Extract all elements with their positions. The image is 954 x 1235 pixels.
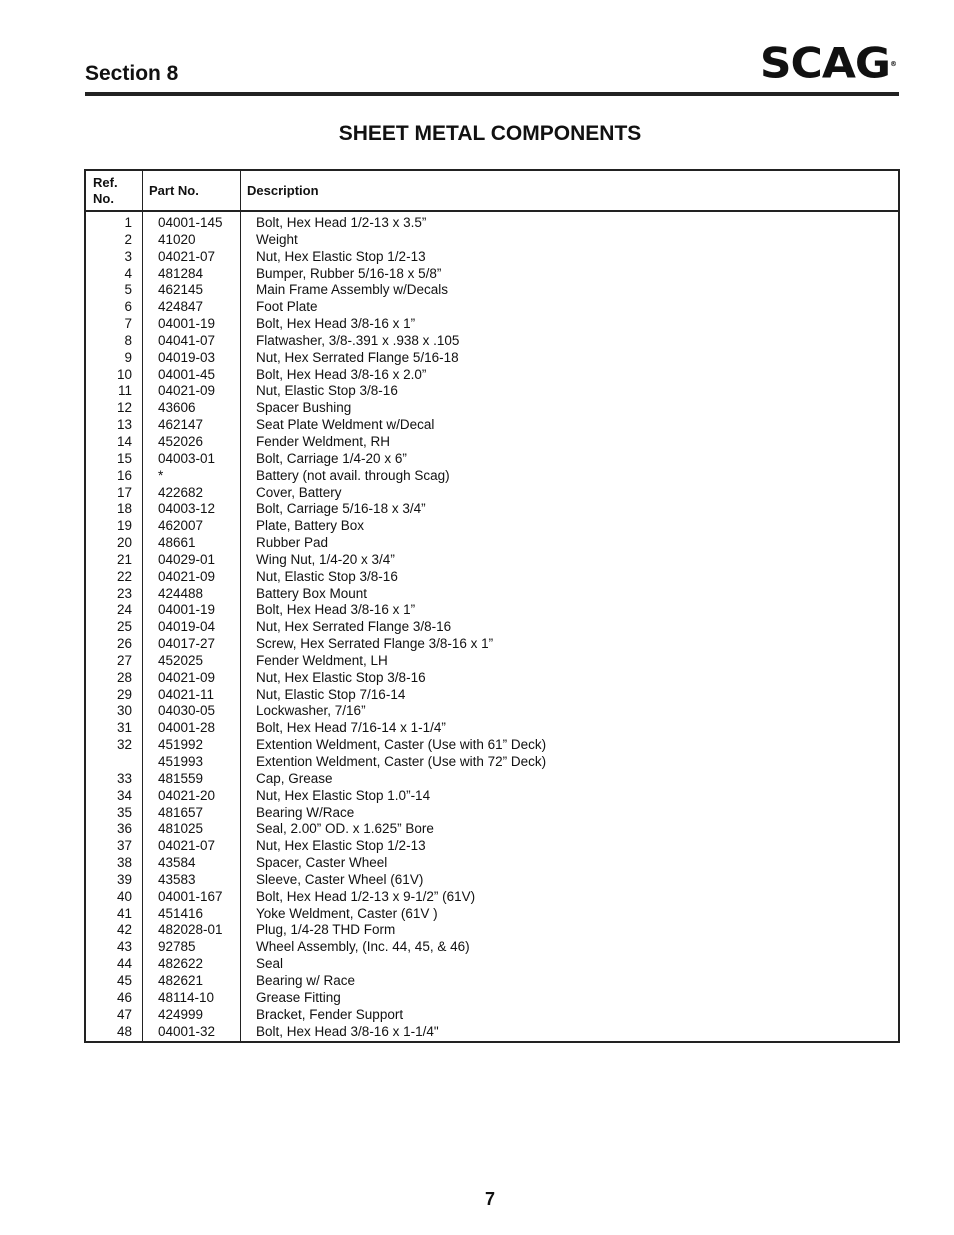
- part-number-cell: 482028-01: [158, 922, 223, 938]
- part-number-cell: 04021-09: [158, 568, 216, 584]
- part-number-cell: 04041-07: [158, 332, 216, 348]
- table-row: [86, 485, 898, 502]
- table-row: [86, 670, 898, 687]
- table-row: [86, 939, 898, 956]
- part-number-cell: 04019-04: [158, 619, 216, 635]
- description-cell: Nut, Elastic Stop 7/16-14: [256, 686, 406, 702]
- ref-cell: 34: [116, 787, 132, 803]
- page-number: 7: [484, 1189, 495, 1209]
- description-cell: Grease Fitting: [256, 989, 341, 1005]
- part-number-cell: 04021-07: [158, 838, 216, 854]
- description-cell: Foot Plate: [256, 299, 318, 315]
- ref-cell: 22: [116, 568, 132, 584]
- header-rule: [85, 92, 899, 96]
- description-cell: Bolt, Carriage 1/4-20 x 6”: [256, 450, 407, 466]
- table-row: [86, 249, 898, 266]
- ref-cell: 7: [124, 316, 132, 332]
- description-cell: Bolt, Hex Head 3/8-16 x 2.0”: [256, 366, 427, 382]
- table-row: [86, 872, 898, 889]
- part-number-cell: 424847: [158, 299, 204, 315]
- table-row: [86, 720, 898, 737]
- description-cell: Bolt, Hex Head 3/8-16 x 1”: [256, 316, 416, 332]
- ref-cell: 18: [116, 501, 132, 517]
- ref-cell: 35: [116, 804, 132, 820]
- ref-cell: 46: [116, 989, 132, 1005]
- description-cell: Extention Weldment, Caster (Use with 61” Deck): [256, 737, 547, 753]
- description-cell: Bolt, Hex Head 3/8-16 x 1”: [256, 602, 416, 618]
- description-cell: Wing Nut, 1/4-20 x 3/4”: [256, 551, 395, 567]
- part-number-cell: 482621: [158, 972, 204, 988]
- table-row: [86, 906, 898, 923]
- part-number-cell: 48114-10: [158, 989, 215, 1005]
- part-number-cell: 04001-28: [158, 720, 216, 736]
- description-cell: Rubber Pad: [256, 535, 329, 551]
- ref-cell: 25: [116, 619, 132, 635]
- part-number-cell: 462007: [158, 518, 204, 534]
- ref-cell: 29: [116, 686, 132, 702]
- part-number-cell: 481284: [158, 265, 204, 281]
- ref-cell: 42: [116, 922, 132, 938]
- part-number-cell: *: [158, 467, 164, 483]
- part-number-cell: 452026: [158, 433, 204, 449]
- description-cell: Nut, Hex Elastic Stop 1/2-13: [256, 248, 426, 264]
- description-cell: Spacer Bushing: [256, 400, 352, 416]
- header-description: Description: [247, 183, 319, 198]
- table-row: [86, 552, 898, 569]
- part-number-cell: 04017-27: [158, 636, 216, 652]
- part-number-cell: 04021-09: [158, 383, 216, 399]
- description-cell: Nut, Hex Elastic Stop 1/2-13: [256, 838, 426, 854]
- description-cell: Bolt, Hex Head 3/8-16 x 1-1/4": [256, 1023, 439, 1039]
- ref-cell: 31: [116, 720, 132, 736]
- description-cell: Screw, Hex Serrated Flange 3/8-16 x 1”: [256, 636, 494, 652]
- part-number-cell: 451993: [158, 754, 204, 769]
- ref-cell: 11: [117, 383, 132, 399]
- part-number-cell: 424488: [158, 585, 204, 601]
- table-row: [86, 501, 898, 518]
- part-number-cell: 451416: [158, 905, 204, 921]
- description-cell: Bracket, Fender Support: [256, 1006, 404, 1022]
- ref-cell: 47: [116, 1006, 132, 1022]
- table-row: [86, 383, 898, 400]
- ref-cell: 27: [116, 652, 132, 668]
- part-number-cell: 04001-19: [158, 602, 216, 618]
- table-row: [86, 788, 898, 805]
- ref-cell: 33: [116, 770, 132, 786]
- part-number-cell: 43583: [158, 871, 196, 887]
- part-number-cell: 04001-19: [158, 316, 216, 332]
- ref-cell: 38: [116, 855, 132, 871]
- part-number-cell: 04019-03: [158, 349, 216, 365]
- ref-cell: 28: [116, 669, 132, 685]
- ref-cell: 1: [124, 215, 132, 230]
- ref-cell: 30: [116, 703, 132, 719]
- description-cell: Seal, 2.00” OD. x 1.625” Bore: [256, 821, 434, 837]
- description-cell: Main Frame Assembly w/Decals: [256, 282, 449, 298]
- ref-cell: 32: [116, 737, 132, 753]
- description-cell: Extention Weldment, Caster (Use with 72” Deck): [256, 754, 547, 769]
- table-header: [86, 171, 898, 212]
- part-number-cell: 48661: [158, 535, 196, 551]
- ref-cell: 40: [116, 888, 132, 904]
- table-row: [86, 468, 898, 485]
- ref-cell: 39: [116, 871, 132, 887]
- ref-cell: 16: [116, 467, 132, 483]
- table-row: [86, 636, 898, 653]
- ref-cell: 36: [116, 821, 132, 837]
- table-row: [86, 299, 898, 316]
- part-number-cell: 462145: [158, 282, 204, 298]
- description-cell: Nut, Elastic Stop 3/8-16: [256, 568, 398, 584]
- description-cell: Fender Weldment, LH: [256, 652, 388, 668]
- table-row: [86, 400, 898, 417]
- part-number-cell: 04021-09: [158, 669, 216, 685]
- table-row: [86, 838, 898, 855]
- ref-cell: 10: [116, 366, 132, 382]
- part-number-cell: 451992: [158, 737, 204, 753]
- description-cell: Nut, Hex Elastic Stop 1.0”-14: [256, 787, 431, 803]
- description-cell: Plug, 1/4-28 THD Form: [256, 922, 396, 938]
- table-row: [86, 653, 898, 670]
- part-number-cell: 04003-12: [158, 501, 216, 517]
- part-number-cell: 481657: [158, 804, 204, 820]
- part-number-cell: 04001-167: [158, 888, 223, 904]
- ref-cell: 12: [116, 400, 132, 416]
- description-cell: Nut, Elastic Stop 3/8-16: [256, 383, 398, 399]
- description-cell: Nut, Hex Serrated Flange 5/16-18: [256, 349, 459, 365]
- description-cell: Spacer, Caster Wheel: [256, 855, 388, 871]
- description-cell: Weight: [256, 231, 298, 247]
- ref-cell: 37: [116, 838, 132, 854]
- table-row: [86, 333, 898, 350]
- ref-cell: 43: [116, 939, 132, 955]
- table-row: [86, 619, 898, 636]
- table-row: [86, 569, 898, 586]
- description-cell: Bolt, Hex Head 1/2-13 x 3.5”: [256, 215, 427, 230]
- description-cell: Seat Plate Weldment w/Decal: [256, 417, 435, 433]
- part-number-cell: 41020: [158, 231, 196, 247]
- part-number-cell: 04021-11: [158, 686, 215, 702]
- ref-cell: 19: [116, 518, 132, 534]
- part-number-cell: 422682: [158, 484, 204, 500]
- description-cell: Seal: [256, 956, 284, 972]
- description-cell: Battery Box Mount: [256, 585, 368, 601]
- description-cell: Yoke Weldment, Caster (61V ): [256, 905, 438, 921]
- table-row: [86, 282, 898, 299]
- table-row: [86, 855, 898, 872]
- ref-cell: 3: [124, 248, 132, 264]
- part-number-cell: 43606: [158, 400, 196, 416]
- ref-cell: 23: [116, 585, 132, 601]
- table-row: [86, 535, 898, 552]
- part-number-cell: 04029-01: [158, 551, 216, 567]
- table-row: [86, 737, 898, 754]
- part-number-cell: 452025: [158, 652, 204, 668]
- description-cell: Bolt, Hex Head 1/2-13 x 9-1/2” (61V): [256, 888, 476, 904]
- part-number-cell: 43584: [158, 855, 196, 871]
- part-number-cell: 481559: [158, 770, 204, 786]
- description-cell: Nut, Hex Elastic Stop 3/8-16: [256, 669, 426, 685]
- table-row: [86, 316, 898, 333]
- table-row: [86, 434, 898, 451]
- description-cell: Plate, Battery Box: [256, 518, 365, 534]
- header-ref-line2: No.: [93, 191, 114, 206]
- table-row: [86, 1007, 898, 1024]
- header-ref-no: [93, 175, 118, 207]
- table-row: [86, 687, 898, 704]
- part-number-cell: 04001-32: [158, 1023, 216, 1039]
- part-number-cell: 04003-01: [158, 450, 216, 466]
- description-cell: Bolt, Hex Head 7/16-14 x 1-1/4”: [256, 720, 446, 736]
- table-row: [86, 367, 898, 384]
- ref-cell: 8: [124, 332, 132, 348]
- table-row: [86, 266, 898, 283]
- ref-cell: 44: [116, 956, 132, 972]
- ref-cell: 4: [124, 265, 132, 281]
- scag-logo: [759, 39, 896, 88]
- table-row: [86, 350, 898, 367]
- table-row: [86, 754, 898, 771]
- header-ref-line1: Ref.: [93, 175, 118, 190]
- ref-cell: 13: [116, 417, 132, 433]
- description-cell: Nut, Hex Serrated Flange 3/8-16: [256, 619, 452, 635]
- part-number-cell: 92785: [158, 939, 196, 955]
- description-cell: Lockwasher, 7/16”: [256, 703, 366, 719]
- table-row: [86, 1024, 898, 1041]
- table-row: [86, 586, 898, 603]
- description-cell: Sleeve, Caster Wheel (61V): [256, 871, 424, 887]
- table-row: [86, 232, 898, 249]
- description-cell: Flatwasher, 3/8-.391 x .938 x .105: [256, 332, 460, 348]
- description-cell: Cover, Battery: [256, 484, 342, 500]
- parts-table: [84, 169, 900, 1043]
- table-row: [86, 215, 898, 232]
- table-row: [86, 805, 898, 822]
- description-cell: Fender Weldment, RH: [256, 433, 391, 449]
- part-number-cell: 04001-45: [158, 366, 216, 382]
- part-number-cell: 482622: [158, 956, 204, 972]
- table-row: [86, 417, 898, 434]
- part-number-cell: 04021-07: [158, 248, 216, 264]
- ref-cell: 26: [116, 636, 132, 652]
- table-row: [86, 518, 898, 535]
- description-cell: Wheel Assembly, (Inc. 44, 45, & 46): [256, 939, 470, 955]
- table-row: [86, 821, 898, 838]
- header-part-no: Part No.: [149, 183, 199, 198]
- description-cell: Bolt, Carriage 5/16-18 x 3/4”: [256, 501, 426, 517]
- page-heading: SHEET METAL COMPONENTS: [338, 122, 642, 145]
- part-number-cell: 04030-05: [158, 703, 216, 719]
- part-number-cell: 04001-145: [158, 215, 223, 230]
- table-row: [86, 990, 898, 1007]
- table-row: [86, 451, 898, 468]
- logo-text: SCAG: [759, 39, 890, 88]
- part-number-cell: 462147: [158, 417, 204, 433]
- ref-cell: 15: [116, 450, 132, 466]
- table-row: [86, 771, 898, 788]
- ref-cell: 41: [116, 905, 132, 921]
- ref-cell: 9: [124, 349, 132, 365]
- ref-cell: 21: [116, 551, 132, 567]
- table-row: [86, 602, 898, 619]
- table-row: [86, 889, 898, 906]
- table-row: [86, 922, 898, 939]
- description-cell: Cap, Grease: [256, 770, 333, 786]
- ref-cell: 5: [124, 282, 132, 298]
- table-row: [86, 956, 898, 973]
- part-number-cell: 424999: [158, 1006, 204, 1022]
- description-cell: Bearing W/Race: [256, 804, 355, 820]
- section-title: Section 8: [85, 62, 179, 85]
- table-row: [86, 703, 898, 720]
- table-body: [86, 215, 898, 1040]
- table-row: [86, 973, 898, 990]
- part-number-cell: 481025: [158, 821, 204, 837]
- ref-cell: 20: [116, 535, 132, 551]
- registered-mark: ®: [890, 60, 896, 68]
- description-cell: Bumper, Rubber 5/16-18 x 5/8”: [256, 265, 442, 281]
- description-cell: Bearing w/ Race: [256, 972, 356, 988]
- part-number-cell: 04021-20: [158, 787, 216, 803]
- ref-cell: 17: [116, 484, 132, 500]
- description-cell: Battery (not avail. through Scag): [256, 467, 450, 483]
- ref-cell: 24: [116, 602, 132, 618]
- ref-cell: 45: [116, 972, 132, 988]
- ref-cell: 6: [124, 299, 132, 315]
- ref-cell: 48: [116, 1023, 132, 1039]
- ref-cell: 14: [116, 433, 132, 449]
- ref-cell: 2: [124, 231, 132, 247]
